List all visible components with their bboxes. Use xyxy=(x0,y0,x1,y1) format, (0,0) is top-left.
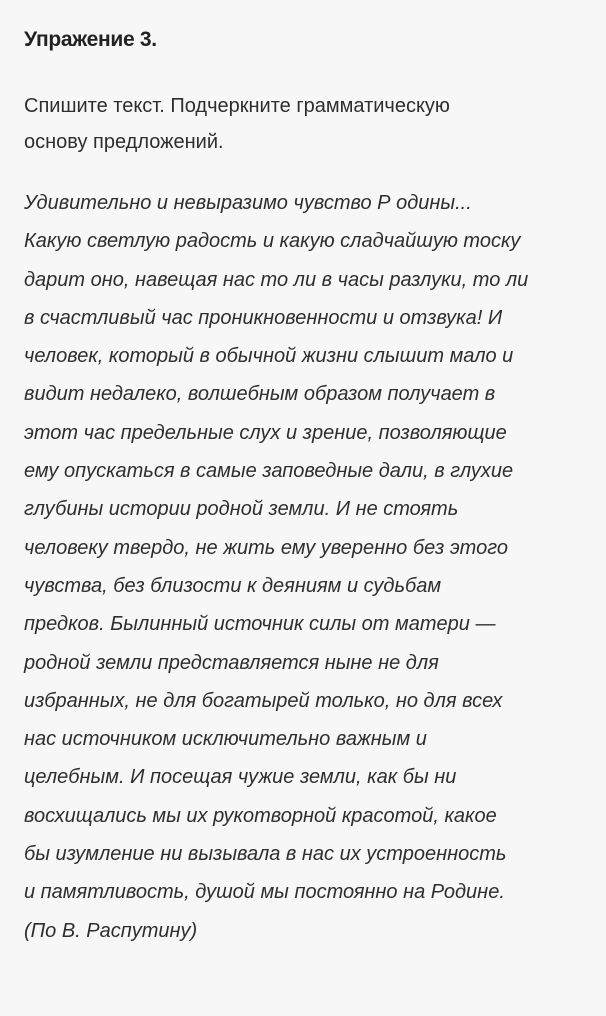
passage-line: целебным. И посещая чужие земли, как бы ни xyxy=(24,766,457,789)
passage-line: избранных, не для богатырей только, но для всех xyxy=(24,689,503,712)
passage-line: этот час предельные слух и зрение, позволяющие xyxy=(24,421,507,444)
passage-text xyxy=(24,184,582,950)
passage-line: чувства, без близости к деяниям и судьбам xyxy=(24,574,442,597)
passage-line: Удивительно и невыразимо чувство Р одины... xyxy=(24,192,472,214)
passage-line: в счастливый час проникновенности и отзвука! И xyxy=(24,306,503,329)
source-attribution: (По В. Распутину) xyxy=(24,919,198,942)
passage-line: видит недалеко, волшебным образом получает в xyxy=(24,383,496,406)
passage-line: ему опускаться в самые заповедные дали, в глухие xyxy=(24,460,514,483)
passage-line: предков. Былинный источник силы от матери — xyxy=(24,613,496,636)
task-line: основу предложений. xyxy=(24,131,224,153)
passage-line: родной земли представляется ныне не для xyxy=(24,651,439,674)
passage-line: человек, который в обычной жизни слышит мало и xyxy=(24,345,514,368)
passage-line: восхищались мы их рукотворной красотой, какое xyxy=(24,804,497,827)
passage-line: и памятливость, душой мы постоянно на Родине. xyxy=(24,881,505,904)
task-line: Спишите текст. Подчеркните грамматическую xyxy=(24,95,450,117)
passage-line: дарит оно, навещая нас то ли в часы разлуки, то ли xyxy=(24,268,529,291)
exercise-heading: Упражение 3. xyxy=(24,28,157,51)
passage-line: глубины истории родной земли. И не стоять xyxy=(24,498,459,521)
task-instruction xyxy=(24,88,582,160)
passage-line: нас источником исключительно важным и xyxy=(24,728,427,751)
passage-line: Какую светлую радость и какую сладчайшую тоску xyxy=(24,230,521,253)
passage-line: бы изумление ни вызывала в нас их устроенность xyxy=(24,843,507,866)
passage-line: человеку твердо, не жить ему уверенно без этого xyxy=(24,536,508,559)
